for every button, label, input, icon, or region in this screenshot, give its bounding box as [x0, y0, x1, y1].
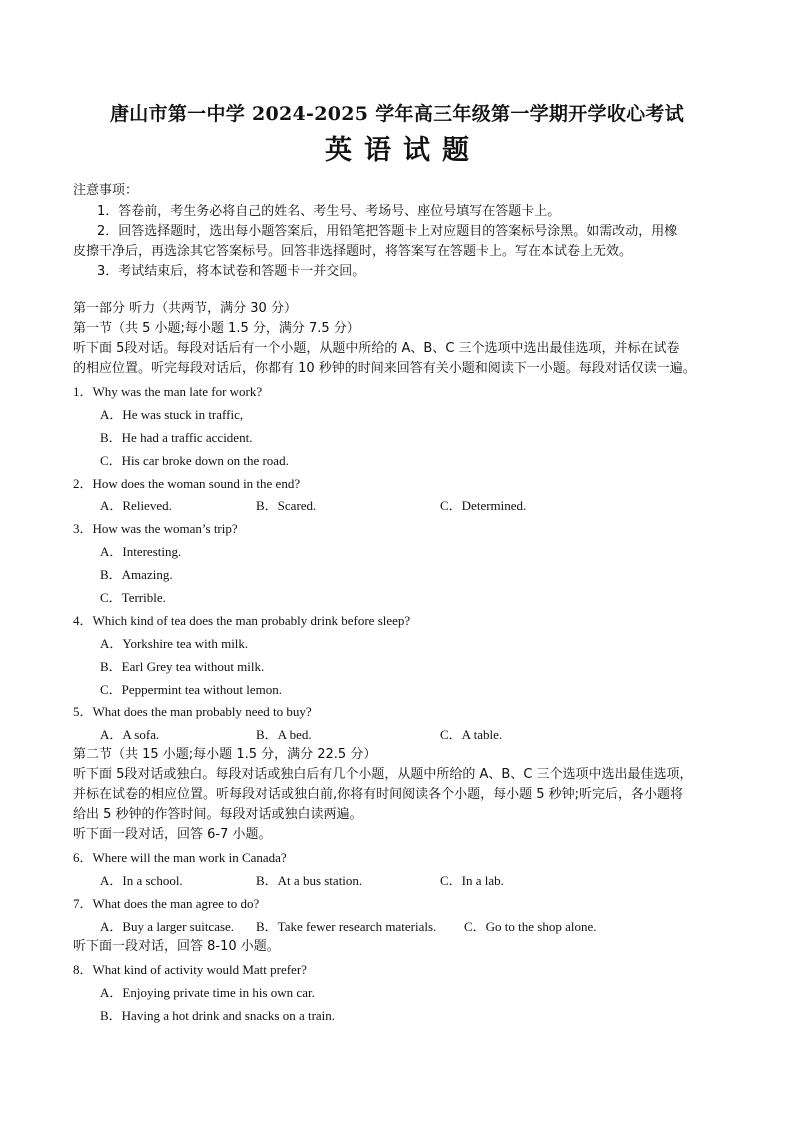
part1-heading: 第一部分 听力（共两节，满分 30 分） [73, 301, 297, 316]
question-5-stem: 5．What does the man probably need to buy? [73, 704, 312, 719]
question-6-stem: 6．Where will the man work in Canada? [73, 850, 287, 865]
section2-instructions-3: 给出 5 秒钟的作答时间。每段对话或独白读两遍。 [73, 807, 363, 822]
question-8-option-a: A．Enjoying private time in his own car. [100, 985, 315, 1000]
group-2-intro: 听下面一段对话，回答 8-10 小题。 [73, 939, 280, 954]
notice-item-1: 1．答卷前，考生务必将自己的姓名、考生号、考场号、座位号填写在答题卡上。 [97, 204, 561, 219]
exam-subject-title: 英语试题 [325, 135, 481, 166]
question-6-option-c: C．In a lab. [440, 873, 504, 888]
question-4-option-b: B．Earl Grey tea without milk. [100, 659, 265, 674]
section2-instructions-2: 并标在试卷的相应位置。听每段对话或独白前,你将有时间阅读各个小题，每小题 5 秒钟;听完后，各小题将 [73, 787, 684, 802]
question-2-stem: 2．How does the woman sound in the end? [73, 476, 301, 491]
question-6-option-a: A．In a school. [100, 873, 183, 888]
question-1-option-c: C．His car broke down on the road. [100, 453, 289, 468]
question-4-option-c: C．Peppermint tea without lemon. [100, 682, 282, 697]
question-1-stem: 1．Why was the man late for work? [73, 384, 263, 399]
question-8-option-b: B．Having a hot drink and snacks on a train. [100, 1008, 336, 1023]
question-7-option-a: A．Buy a larger suitcase. [100, 919, 235, 934]
question-2-option-b: B．Scared. [256, 498, 317, 513]
question-3-option-a: A．Interesting. [100, 544, 182, 559]
question-7-option-b: B．Take fewer research materials. [256, 919, 437, 934]
section1-instructions-1: 听下面 5段对话。每段对话后有一个小题，从题中所给的 A、B、C 三个选项中选出最佳选项，并标在试卷 [73, 341, 680, 356]
notice-item-2-cont: 皮擦干净后，再选涂其它答案标号。回答非选择题时，将答案写在答题卡上。写在本试卷上无效。 [73, 244, 633, 259]
question-7-option-c: C．Go to the shop alone. [464, 919, 597, 934]
section1-instructions-2: 的相应位置。听完每段对话后，你都有 10 秒钟的时间来回答有关小题和阅读下一小题。每段对话仅读一遍。 [73, 361, 696, 376]
question-6-option-b: B．At a bus station. [256, 873, 363, 888]
question-3-option-c: C．Terrible. [100, 590, 166, 605]
notice-item-2: 2．回答选择题时，选出每小题答案后，用铅笔把答题卡上对应题目的答案标号涂黑。如需改动，用橡 [97, 224, 678, 239]
question-2-option-a: A．Relieved. [100, 498, 172, 513]
question-2-option-c: C．Determined. [440, 498, 527, 513]
section1-heading: 第一节（共 5 小题;每小题 1.5 分，满分 7.5 分） [73, 321, 360, 336]
question-1-option-b: B．He had a traffic accident. [100, 430, 253, 445]
notice-heading: 注意事项： [73, 183, 139, 198]
question-8-stem: 8．What kind of activity would Matt prefer? [73, 962, 307, 977]
question-3-stem: 3．How was the woman’s trip? [73, 521, 238, 536]
section2-instructions-1: 听下面 5段对话或独白。每段对话或独白后有几个小题，从题中所给的 A、B、C 三个选项中选出最佳选项， [73, 767, 693, 782]
question-1-option-a: A．He was stuck in traffic, [100, 407, 244, 422]
question-4-option-a: A．Yorkshire tea with milk. [100, 636, 249, 651]
question-7-stem: 7．What does the man agree to do? [73, 896, 260, 911]
question-5-option-b: B．A bed. [256, 727, 312, 742]
question-4-stem: 4．Which kind of tea does the man probably drink before sleep? [73, 613, 411, 628]
section2-heading: 第二节（共 15 小题;每小题 1.5 分，满分 22.5 分） [73, 747, 377, 762]
exam-title: 唐山市第一中学 2024-2025 学年高三年级第一学期开学收心考试 [109, 103, 685, 125]
question-5-option-a: A．A sofa. [100, 727, 160, 742]
question-3-option-b: B．Amazing. [100, 567, 173, 582]
group-1-intro: 听下面一段对话，回答 6-7 小题。 [73, 827, 272, 842]
question-5-option-c: C．A table. [440, 727, 503, 742]
notice-item-3: 3．考试结束后，将本试卷和答题卡一并交回。 [97, 264, 366, 279]
